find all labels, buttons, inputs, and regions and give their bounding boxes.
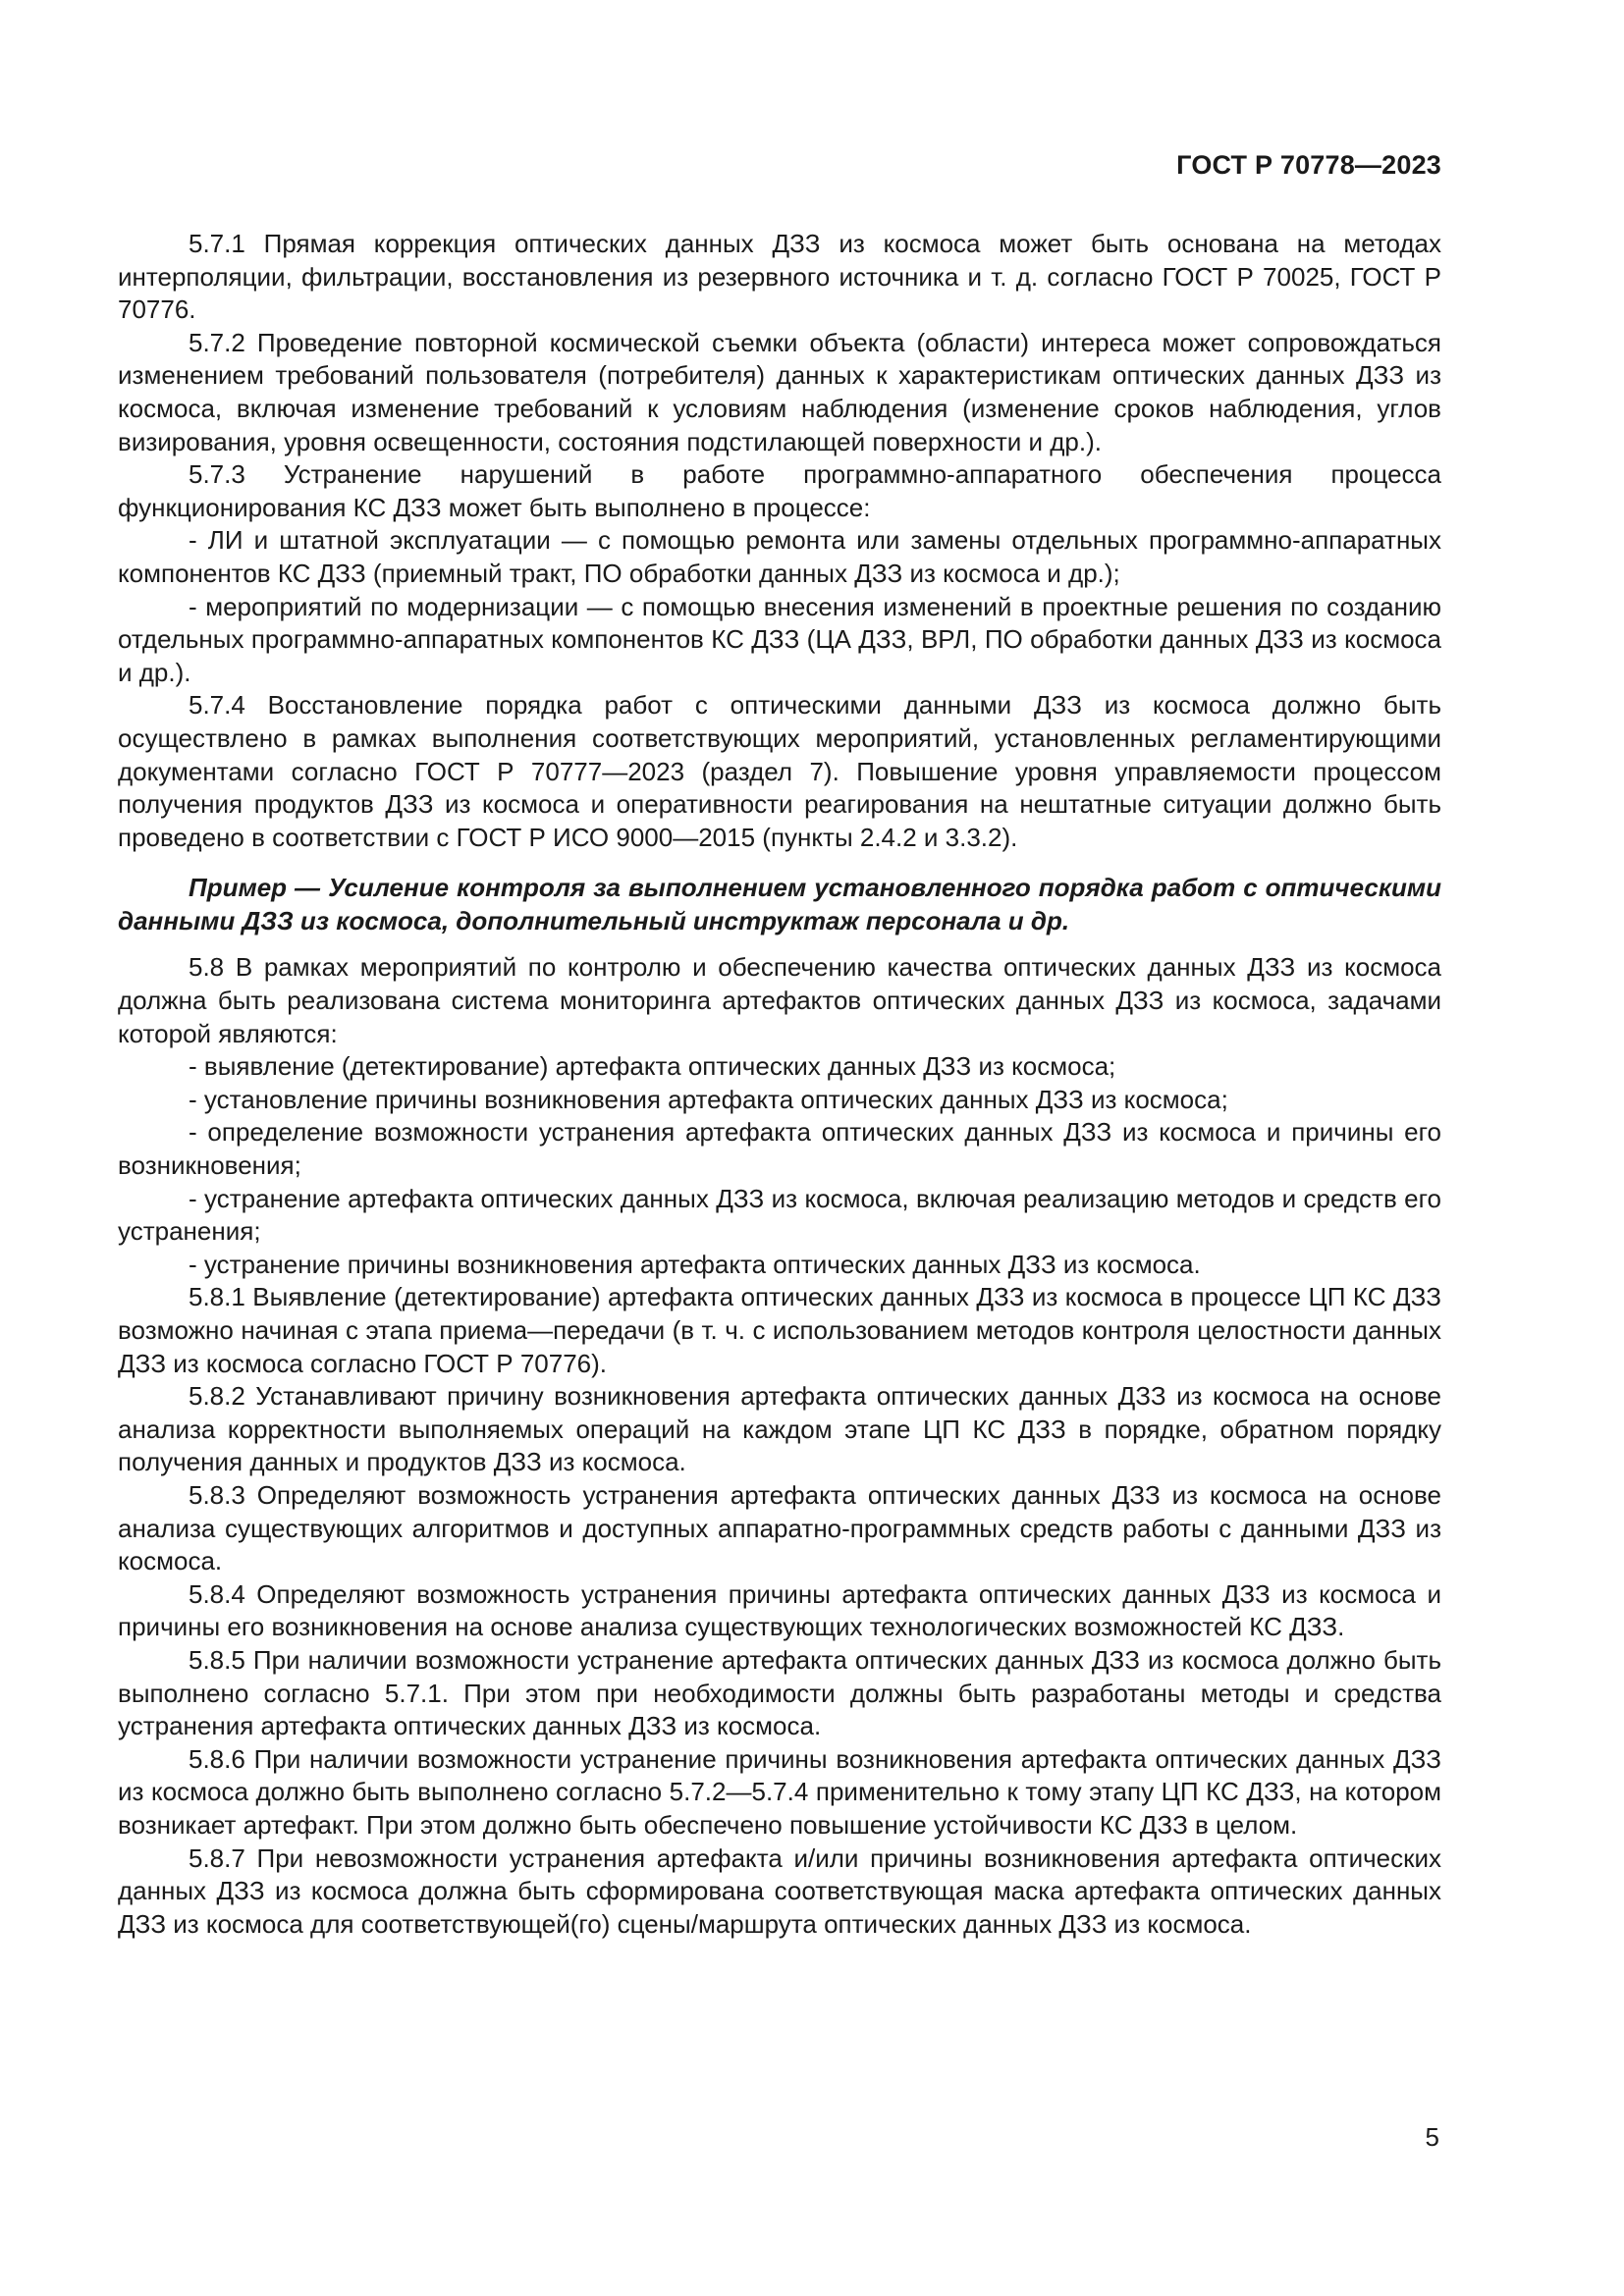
document-code-header: ГОСТ Р 70778—2023 [1176, 150, 1441, 180]
paragraph-5-7-3: 5.7.3 Устранение нарушений в работе программно-аппаратного обеспечения процесса функционирования КС ДЗЗ может быть выполнено в процессе: [118, 459, 1441, 522]
paragraph-5-8-4: 5.8.4 Определяют возможность устранения причины артефакта оптических данных ДЗЗ из космоса и причины его возникновения на основе анализа существующих технологических возможностей КС ДЗЗ. [118, 1578, 1441, 1642]
list-item-possibility-assessment: - определение возможности устранения артефакта оптических данных ДЗЗ из космоса и причины его возникновения; [118, 1117, 1441, 1181]
example-note: Пример — Усиление контроля за выполнением установленного порядка работ с оптическими данными ДЗЗ из космоса, дополнительный инструктаж персонала и др. [118, 873, 1441, 935]
list-item-detection: - выявление (детектирование) артефакта оптических данных ДЗЗ из космоса; [189, 1051, 1116, 1082]
list-item-cause-elimination: - устранение причины возникновения артефакта оптических данных ДЗЗ из космоса. [189, 1249, 1201, 1279]
paragraph-5-7-2: 5.7.2 Проведение повторной космической съемки объекта (области) интереса может сопровождаться изменением требований пользователя (потребителя) данных к характеристикам оптических данных ДЗЗ из космоса, включая изменение требований к условиям наблюдения (изменение сроков наблюдения, углов визирования, уровня освещенности, состояния подстилающей поверхности и др.). [118, 327, 1441, 456]
paragraph-5-8-6: 5.8.6 При наличии возможности устранение причины возникновения артефакта оптических данных ДЗЗ из космоса должно быть выполнено согласно 5.7.2—5.7.4 применительно к тому этапу ЦП КС ДЗЗ, на котором возникает артефакт. При этом должно быть обеспечено повышение устойчивости КС ДЗЗ в целом. [118, 1743, 1441, 1840]
list-item-modernization: - мероприятий по модернизации — с помощью внесения изменений в проектные решения по созданию отдельных программно-аппаратных компонентов КС ДЗЗ (ЦА ДЗЗ, ВРЛ, ПО обработки данных ДЗЗ из космоса и др.). [118, 591, 1441, 687]
list-item-cause-identification: - установление причины возникновения артефакта оптических данных ДЗЗ из космоса; [189, 1084, 1228, 1114]
paragraph-5-8-1: 5.8.1 Выявление (детектирование) артефакта оптических данных ДЗЗ из космоса в процессе ЦП КС ДЗЗ возможно начиная с этапа приема—передачи (в т. ч. с использованием методов контроля целостности данных ДЗЗ из космоса согласно ГОСТ Р 70776). [118, 1282, 1441, 1378]
paragraph-5-7-4: 5.7.4 Восстановление порядка работ с оптическими данными ДЗЗ из космоса должно быть осуществлено в рамках выполнения соответствующих мероприятий, установленных регламентирующими документами согласно ГОСТ Р 70777—2023 (раздел 7). Повышение уровня управляемости процессом получения продуктов ДЗЗ из космоса и оперативности реагирования на нештатные ситуации должно быть проведено в соответствии с ГОСТ Р ИСО 9000—2015 (пункты 2.4.2 и 3.3.2). [118, 690, 1441, 852]
document-body [118, 228, 1441, 1941]
list-item-li-exploitation: - ЛИ и штатной эксплуатации — с помощью ремонта или замены отдельных программно-аппаратных компонентов КС ДЗЗ (приемный тракт, ПО обработки данных ДЗЗ из космоса и др.); [118, 525, 1441, 588]
paragraph-5-8-5: 5.8.5 При наличии возможности устранение артефакта оптических данных ДЗЗ из космоса должно быть выполнено согласно 5.7.1. При этом при необходимости должны быть разработаны методы и средства устранения артефакта оптических данных ДЗЗ из космоса. [118, 1644, 1441, 1741]
paragraph-5-7-1: 5.7.1 Прямая коррекция оптических данных ДЗЗ из космоса может быть основана на методах интерполяции, фильтрации, восстановления из резервного источника и т. д. согласно ГОСТ Р 70025, ГОСТ Р 70776. [118, 229, 1441, 325]
paragraph-5-8-7: 5.8.7 При невозможности устранения артефакта и/или причины возникновения артефакта оптических данных ДЗЗ из космоса должна быть сформирована соответствующая маска артефакта оптических данных ДЗЗ из космоса для соответствующей(го) сцены/маршрута оптических данных ДЗЗ из космоса. [118, 1842, 1441, 1939]
paragraph-5-8: 5.8 В рамках мероприятий по контролю и обеспечению качества оптических данных ДЗЗ из космоса должна быть реализована система мониторинга артефактов оптических данных ДЗЗ из космоса, задачами которой являются: [118, 952, 1441, 1048]
list-item-artifact-elimination: - устранение артефакта оптических данных ДЗЗ из космоса, включая реализацию методов и средств его устранения; [118, 1183, 1441, 1247]
page-number: 5 [1425, 2122, 1439, 2152]
paragraph-5-8-2: 5.8.2 Устанавливают причину возникновения артефакта оптических данных ДЗЗ из космоса на основе анализа корректности выполняемых операций на каждом этапе ЦП КС ДЗЗ в порядке, обратном порядку получения данных и продуктов ДЗЗ из космоса. [118, 1381, 1441, 1477]
paragraph-5-8-3: 5.8.3 Определяют возможность устранения артефакта оптических данных ДЗЗ из космоса на основе анализа существующих алгоритмов и доступных аппаратно-программных средств работы с данными ДЗЗ из космоса. [118, 1479, 1441, 1576]
